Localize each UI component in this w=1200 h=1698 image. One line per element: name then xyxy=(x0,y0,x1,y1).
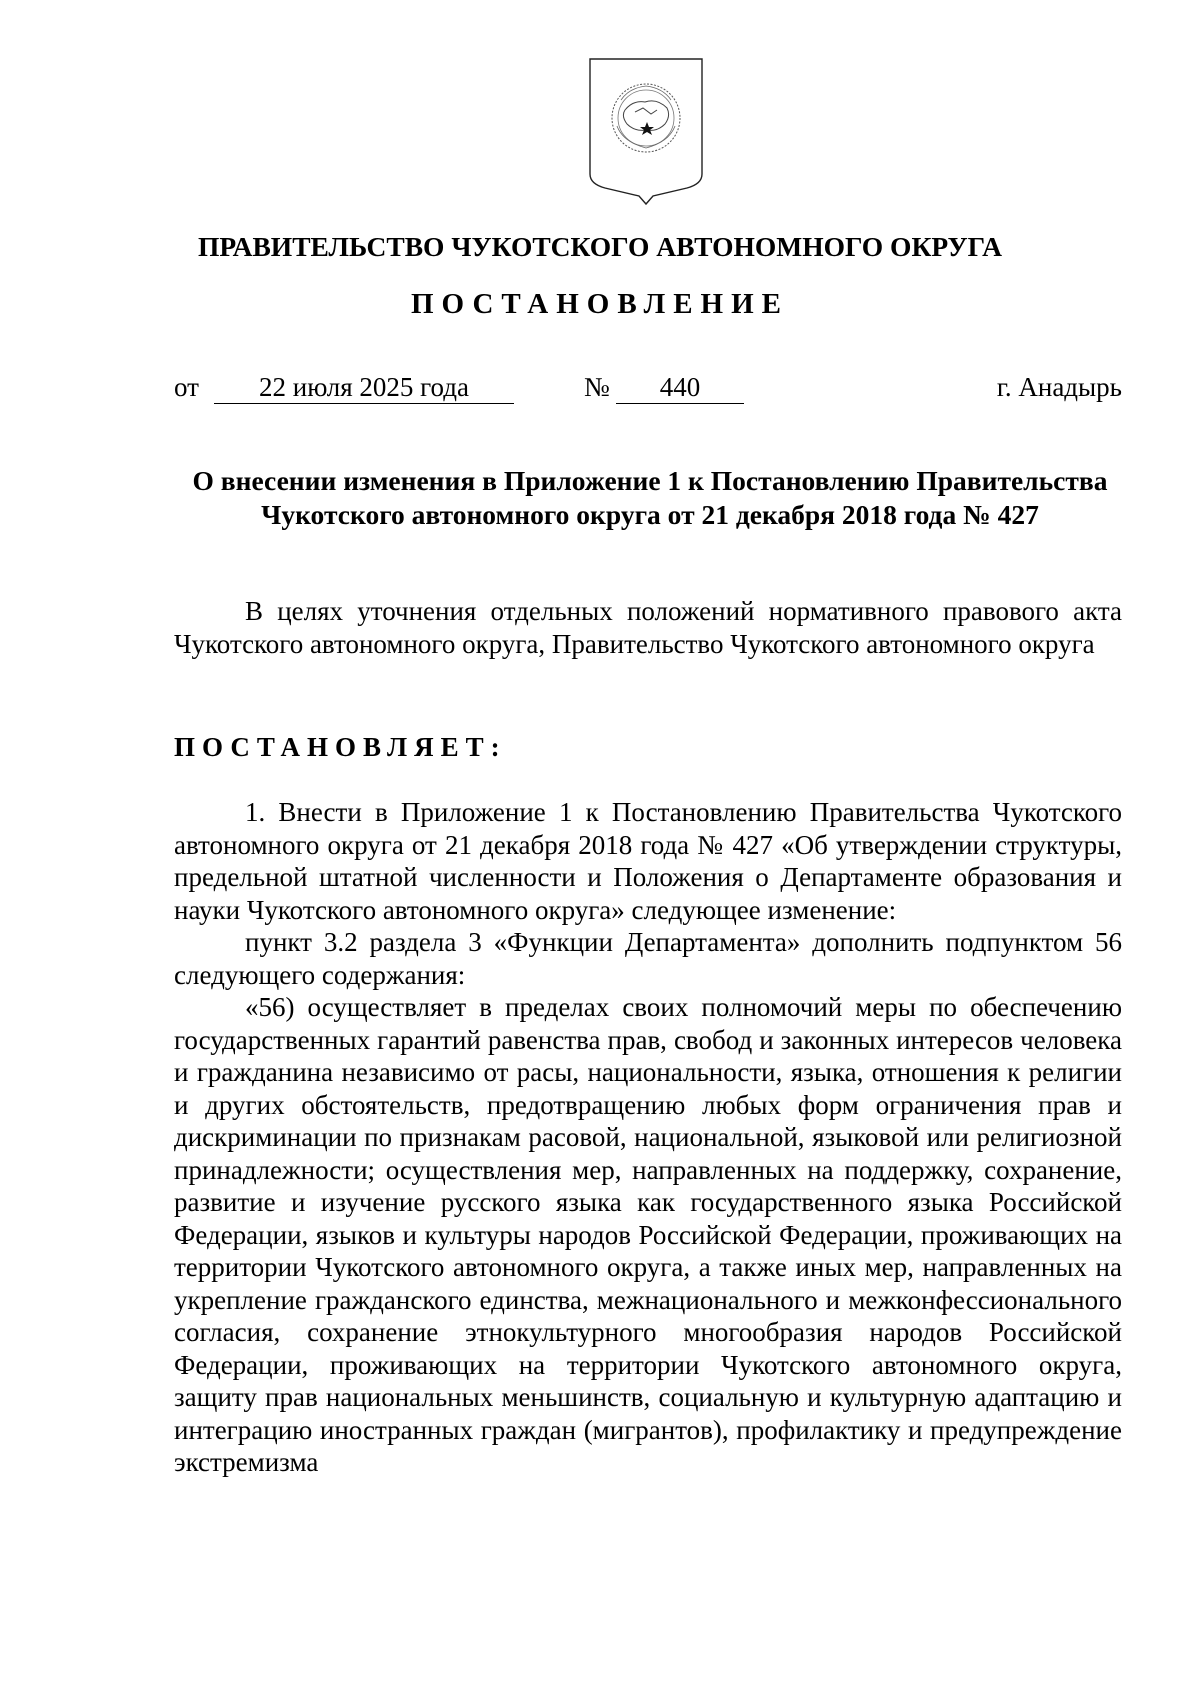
item-1-text: 1. Внести в Приложение 1 к Постановлению Правительства Чукотского автономного округа от 21 декабря 2018 года № 427 «Об утверждении структуры, предельной штатной численности и Положения о Департаменте образования и науки Чукотского автономного округа» следующее изменение: xyxy=(174,797,1122,925)
item-1-quoted-text: «56) осуществляет в пределах своих полномочий меры по обеспечению государственных гарантий равенства прав, свобод и законных интересов человека и гражданина независимо от расы, национальности, языка, отношения к религии и других обстоятельств, предотвращению любых форм ограничения прав и дискриминации по признакам расовой, национальной, языковой или религиозной принадлежности; осуществления мер, направленных на поддержку, сохранение, развитие и изучение русского языка как государственного языка Российской Федерации, языков и культуры народов Российской Федерации, проживающих на территории Чукотского автономного округа, а также иных мер, направленных на укрепление гражданского единства, межнационального и межконфессионального согласия, сохранение этнокультурного многообразия народов Российской Федерации, проживающих на территории Чукотского автономного округа, защиту прав национальных меньшинств, социальную и культурную адаптацию и интеграцию иностранных граждан (мигрантов), профилактику и предупреждение экстремизма xyxy=(174,992,1122,1477)
preamble-text: В целях уточнения отдельных положений нормативного правового акта Чукотского автономного округа, Правительство Чукотского автономного округа xyxy=(174,596,1122,659)
government-title: ПРАВИТЕЛЬСТВО ЧУКОТСКОГО АВТОНОМНОГО ОКРУГА xyxy=(197,231,1003,262)
document-city: г. Анадырь xyxy=(996,372,1122,402)
decrees-heading: ПОСТАНОВЛЯЕТ: xyxy=(174,732,507,762)
chukotka-coat-of-arms-icon xyxy=(587,56,705,206)
document-date: 22 июля 2025 года xyxy=(214,370,514,404)
preamble xyxy=(174,595,1122,660)
document-subject xyxy=(170,464,1130,532)
item-1 xyxy=(174,796,1122,1479)
date-label: от xyxy=(174,372,199,402)
document-number: 440 xyxy=(616,370,744,404)
document-type-title: ПОСТАНОВЛЕНИЕ xyxy=(410,288,789,320)
item-1-subparagraph: пункт 3.2 раздела 3 «Функции Департамента» дополнить подпунктом 56 следующего содержания: xyxy=(174,927,1122,990)
number-label: № xyxy=(584,372,610,402)
subject-line-2: Чукотского автономного округа от 21 декабря 2018 года № 427 xyxy=(261,499,1039,530)
subject-line-1: О внесении изменения в Приложение 1 к Постановлению Правительства xyxy=(192,465,1108,496)
